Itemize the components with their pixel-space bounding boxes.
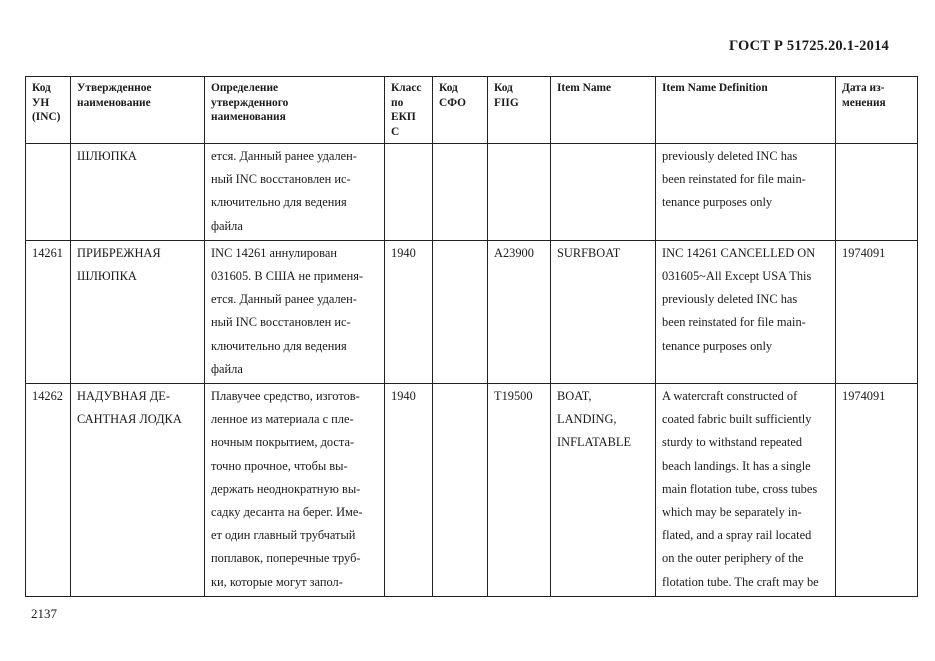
cell-item-definition (656, 384, 836, 597)
text-line: СФО (439, 96, 467, 109)
text-line: which may be separately in- (662, 505, 802, 520)
text-line: INC 14261 CANCELLED ON (662, 245, 816, 260)
table-header-row (26, 77, 918, 144)
cell-inc (26, 144, 71, 241)
header-fsc-class (385, 77, 433, 144)
text-line: on the outer periphery of the (662, 551, 804, 566)
text-line: Класс (391, 82, 422, 94)
text-line: been reinstated for file main- (662, 172, 806, 187)
cell-definition (205, 240, 385, 383)
text-line: Дата из- (842, 82, 885, 94)
cell-definition (205, 144, 385, 241)
text-line: Утвержденное (77, 82, 152, 94)
cell-item-name (551, 240, 656, 383)
cell-item-definition (656, 144, 836, 241)
cell-class (385, 144, 433, 241)
header-fiig-code (488, 77, 551, 144)
cell-fiig (488, 144, 551, 241)
text-line: SURFBOAT (557, 245, 621, 260)
text-line: ется. Данный ранее удален- (211, 292, 357, 307)
text-line: ЕКП (391, 111, 416, 123)
header-item-name-definition (656, 77, 836, 144)
text-line: С (391, 125, 400, 138)
text-line: FIIG (494, 96, 519, 109)
text-line: INFLATABLE (557, 435, 632, 450)
standard-designation: ГОСТ Р 51725.20.1-2014 (728, 38, 889, 54)
cell-approved-name (71, 240, 205, 383)
text-line: держать неоднократную вы- (211, 481, 361, 496)
text-line: ШЛЮПКА (77, 269, 137, 284)
text-line: Плавучее средство, изготов- (211, 389, 360, 404)
header-sfo-code (433, 77, 488, 144)
text-line: поплавок, поперечные труб- (211, 551, 361, 566)
cell-inc: 14262 (26, 384, 71, 597)
text-line: tenance purposes only (662, 195, 773, 210)
text-line: flated, and a spray rail located (662, 528, 812, 543)
text-line: ет один главный трубчатый (211, 528, 356, 543)
text-line: Код (32, 82, 51, 94)
cell-item-name (551, 384, 656, 597)
cell-date: 1974091 (836, 384, 918, 597)
text-line: INC 14261 аннулирован (211, 245, 337, 260)
text-line: Код (439, 82, 458, 94)
table-row (26, 240, 918, 383)
cell-inc: 14261 (26, 240, 71, 383)
text-line: ШЛЮПКА (77, 149, 137, 163)
cell-fiig: T19500 (488, 384, 551, 597)
text-line: Item Name Definition (662, 82, 768, 94)
text-line: файла (211, 218, 243, 233)
header-item-name (551, 77, 656, 144)
text-line: BOAT, (557, 389, 592, 404)
text-line: ки, которые могут запол- (211, 574, 343, 589)
text-line: beach landings. It has a single (662, 458, 811, 473)
cell-class: 1940 (385, 384, 433, 597)
text-line: tenance purposes only (662, 338, 773, 353)
cell-fiig: A23900 (488, 240, 551, 383)
text-line: Определение (211, 82, 279, 94)
text-line: точно прочное, чтобы вы- (211, 458, 348, 473)
text-line: САНТНАЯ ЛОДКА (77, 412, 182, 427)
text-line: ключительно для ведения (211, 195, 347, 210)
cell-definition (205, 384, 385, 597)
cell-item-definition (656, 240, 836, 383)
text-line: ключительно для ведения (211, 338, 347, 353)
text-line: ется. Данный ранее удален- (211, 149, 357, 163)
table-row (26, 384, 918, 597)
text-line: садку десанта на берег. Име- (211, 505, 363, 520)
header-approved-name (71, 77, 205, 144)
header-change-date (836, 77, 918, 144)
text-line: A watercraft constructed of (662, 389, 798, 404)
table-row (26, 144, 918, 241)
cell-sfo (433, 144, 488, 241)
header-name-definition (205, 77, 385, 144)
text-line: ленное из материала с пле- (211, 412, 354, 427)
text-line: УН (32, 96, 50, 109)
cell-date (836, 144, 918, 241)
text-line: ночным покрытием, доста- (211, 435, 355, 450)
text-line: 031605. В США не применя- (211, 269, 364, 284)
cell-sfo (433, 384, 488, 597)
cell-approved-name (71, 384, 205, 597)
text-line: LANDING, (557, 412, 617, 427)
text-line: ПРИБРЕЖНАЯ (77, 245, 161, 260)
text-line: Код (494, 82, 513, 94)
cell-sfo (433, 240, 488, 383)
text-line: наименование (77, 96, 151, 109)
cell-item-name (551, 144, 656, 241)
text-line: НАДУВНАЯ ДЕ- (77, 389, 170, 404)
text-line: sturdy to withstand repeated (662, 435, 803, 450)
text-line: Item Name (557, 82, 612, 94)
text-line: (INC) (32, 111, 61, 123)
text-line: утвержденного (211, 96, 289, 109)
catalog-table (25, 76, 918, 597)
text-line: previously deleted INC has (662, 149, 798, 163)
cell-approved-name (71, 144, 205, 241)
header-inc (26, 77, 71, 144)
cell-class: 1940 (385, 240, 433, 383)
page-number: 2137 (31, 606, 57, 621)
text-line: ный INC восстановлен ис- (211, 315, 351, 330)
text-line: файла (211, 361, 243, 376)
text-line: coated fabric built sufficiently (662, 412, 812, 427)
text-line: been reinstated for file main- (662, 315, 806, 330)
text-line: main flotation tube, cross tubes (662, 481, 818, 496)
text-line: flotation tube. The craft may be (662, 574, 819, 589)
text-line: 031605~All Except USA This (662, 269, 812, 284)
text-line: previously deleted INC has (662, 292, 798, 307)
text-line: ный INC восстановлен ис- (211, 172, 351, 187)
text-line: менения (842, 96, 886, 109)
text-line: наименования (211, 111, 286, 123)
text-line: по (391, 96, 404, 109)
cell-date: 1974091 (836, 240, 918, 383)
